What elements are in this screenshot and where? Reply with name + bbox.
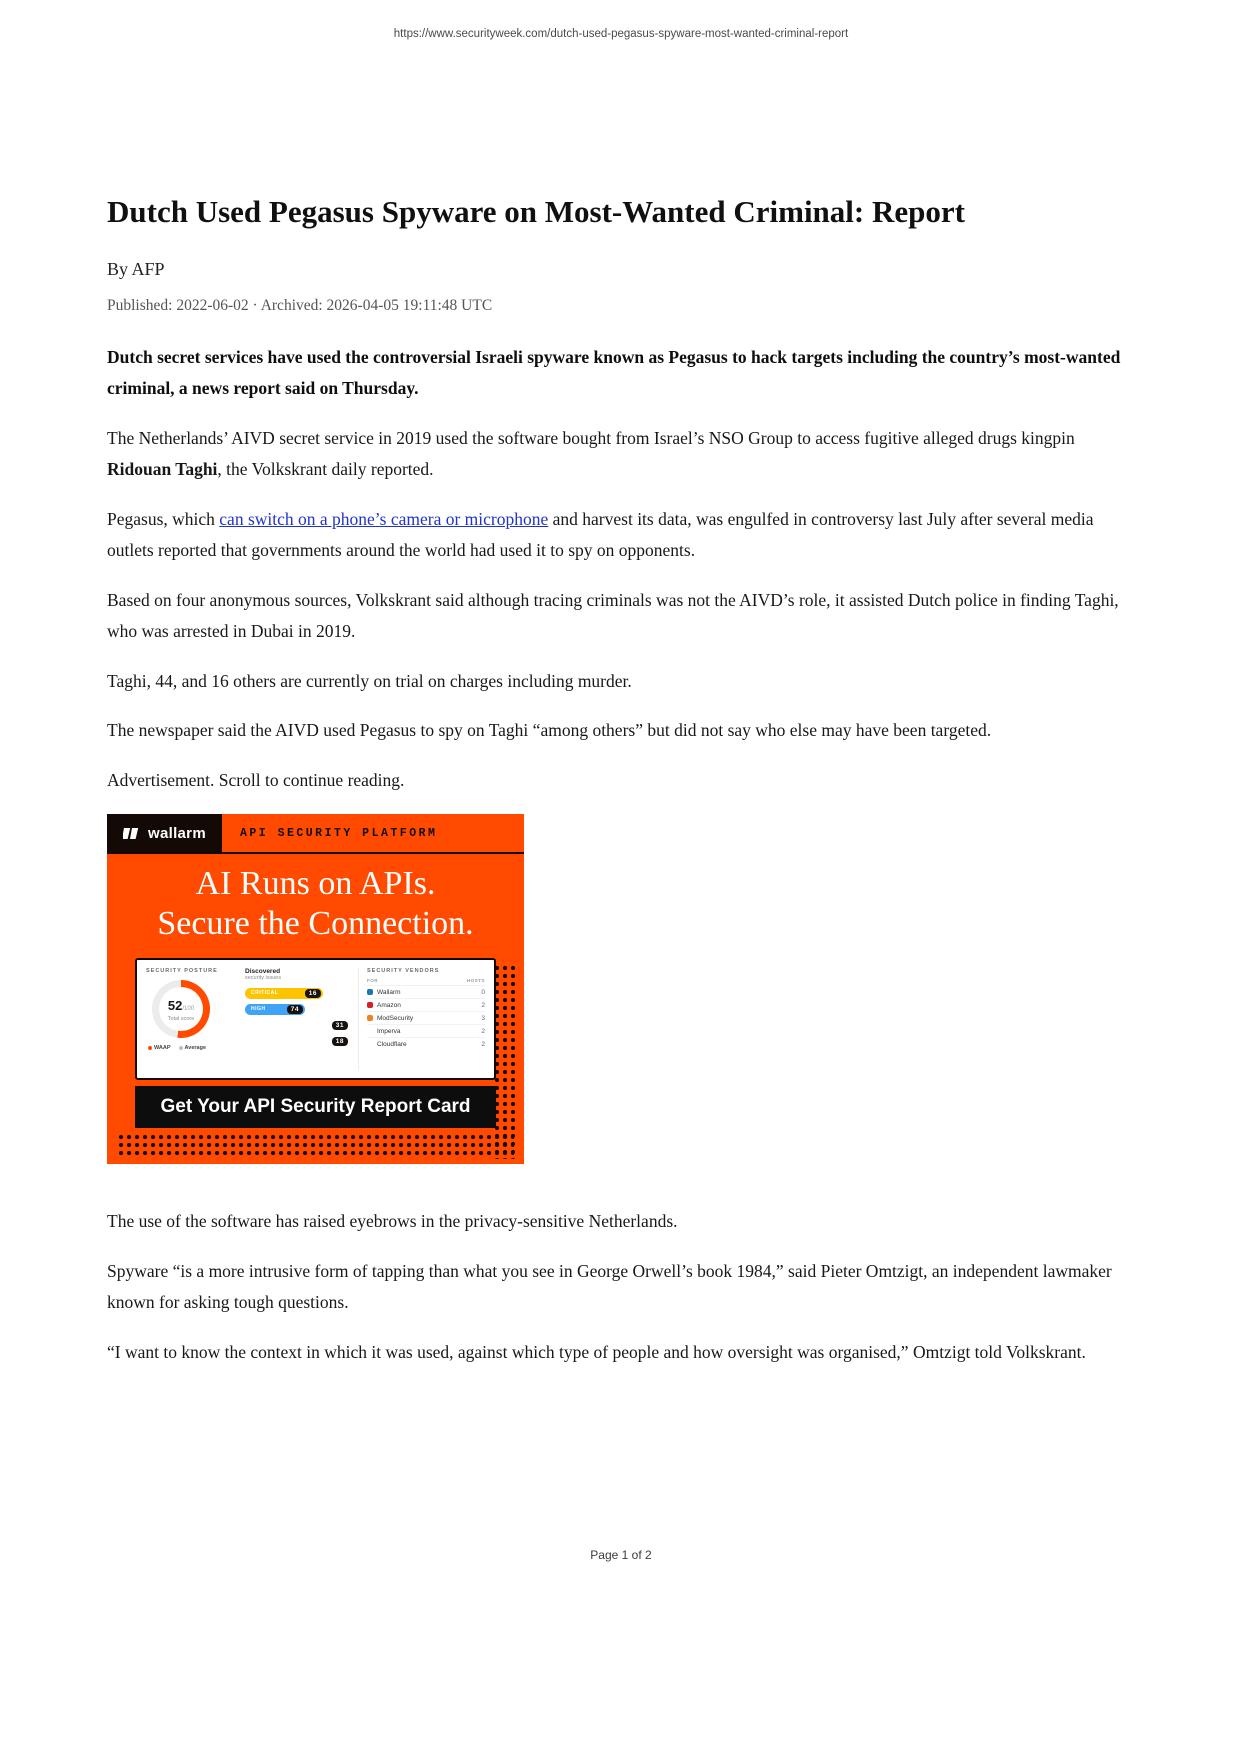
severity-row-high — [245, 1004, 350, 1015]
vendors-table-header: FOR HOSTS — [367, 978, 485, 984]
wallarm-flag-icon — [123, 827, 141, 840]
severity-bar — [245, 1036, 350, 1047]
vendor-hosts-count: 2 — [481, 1001, 485, 1009]
halftone-dots-bottom — [117, 1133, 514, 1159]
severity-row-low — [245, 1036, 350, 1047]
severity-row-medium — [245, 1020, 350, 1031]
ad-header — [107, 814, 524, 854]
severity-label: HIGH — [251, 1006, 266, 1013]
score-value: 52/100 — [167, 997, 195, 1013]
severity-label: MEDIUM — [251, 1022, 275, 1029]
severity-label: LOW — [251, 1038, 265, 1045]
legend-item-average: Average — [179, 1045, 207, 1051]
vendor-icon — [367, 989, 373, 995]
article-meta: Published: 2022-06-02 · Archived: 2026-04-05 19:11:48 UTC — [107, 296, 493, 314]
print-header-url: https://www.securityweek.com/dutch-used-pegasus-spyware-most-wanted-criminal-report — [393, 28, 849, 40]
vendor-icon — [367, 1041, 373, 1047]
ad-headline — [107, 864, 524, 944]
vendor-icon — [367, 1002, 373, 1008]
severity-bar — [245, 988, 323, 999]
article-byline: By AFP — [107, 258, 165, 279]
vendor-hosts-count: 2 — [481, 1040, 485, 1048]
vendor-hosts-count: 0 — [481, 988, 485, 996]
article-paragraph-8: “I want to know the context in which it was used, against which type of people and how oversight was organised,” Omtzigt told Volkskrant. — [107, 1341, 1086, 1362]
severity-count-badge: 18 — [332, 1037, 348, 1046]
article-paragraph-3: Based on four anonymous sources, Volkskrant said although tracing criminals was not the AIVD’s role, it assisted Dutch police in finding Taghi, who was arrested in Dubai in 2019. — [107, 589, 1119, 642]
paragraph-text: Pegasus, which — [107, 508, 220, 529]
paragraph-text: The Netherlands’ AIVD secret service in 2019 used the software bought from Israel’s NSO Group to access fugitive alleged drugs kingpin — [107, 427, 1075, 448]
vendor-row — [367, 998, 485, 1011]
vendor-icon — [367, 1028, 373, 1034]
severity-label: CRITICAL — [251, 990, 279, 997]
security-vendors-label: SECURITY VENDORS — [367, 968, 440, 975]
paragraph-text: and harvest its data, was engulfed in controversy last July after several media outlets reported that governments around the world had used it to spy on opponents. — [107, 508, 1094, 561]
issues-sublabel: security issues — [245, 975, 282, 982]
issues-label: Discovered — [245, 968, 281, 976]
vendor-row — [367, 1011, 485, 1024]
article-paragraph-1 — [107, 423, 1135, 486]
article-paragraph-5: The newspaper said the AIVD used Pegasus to spy on Taghi “among others” but did not say who else may have been targeted. — [107, 720, 992, 741]
severity-bar — [245, 1020, 350, 1031]
vendor-name: Amazon — [377, 1001, 401, 1009]
article-title: Dutch Used Pegasus Spyware on Most-Wanted Criminal: Report — [107, 194, 965, 229]
security-posture-label: SECURITY POSTURE — [146, 968, 218, 975]
advertisement-note: Advertisement. Scroll to continue reading. — [107, 769, 405, 790]
print-footer-page-number: Page 1 of 2 — [590, 1548, 652, 1562]
article-lead-paragraph: Dutch secret services have used the controversial Israeli spyware known as Pegasus to hack targets including the country’s most-wanted criminal, a news report said on Thursday. — [107, 346, 1121, 399]
vendor-name: Imperva — [377, 1027, 401, 1035]
gauge-legend — [148, 1045, 206, 1051]
ad-banner-wallarm[interactable] — [107, 814, 524, 1164]
severity-count-badge: 74 — [287, 1005, 303, 1014]
vendor-name: Cloudflare — [377, 1040, 407, 1048]
vendor-icon — [367, 1015, 373, 1021]
legend-dot-icon — [179, 1046, 183, 1050]
ad-headline-line-2: Secure the Connection. — [157, 905, 474, 943]
security-posture-panel — [146, 968, 241, 1070]
legend-dot-icon — [148, 1046, 152, 1050]
ad-cta-button[interactable]: Get Your API Security Report Card — [135, 1086, 496, 1128]
wallarm-brand-text: wallarm — [148, 824, 206, 842]
ad-dashboard-card — [135, 958, 496, 1080]
vendor-row — [367, 1037, 485, 1050]
article-paragraph-2 — [107, 504, 1135, 567]
severity-count-badge: 16 — [305, 989, 321, 998]
ad-tagline: API SECURITY PLATFORM — [239, 826, 438, 840]
severity-count-badge: 31 — [332, 1021, 348, 1030]
ad-headline-line-1: AI Runs on APIs. — [195, 865, 436, 903]
article-paragraph-7: Spyware “is a more intrusive form of tapping than what you see in George Orwell’s book 1984,” said Pieter Omtzigt, an independent lawmaker known for asking tough questions. — [107, 1260, 1112, 1313]
bold-person-name: Ridouan Taghi — [107, 459, 218, 480]
severity-bar — [245, 1004, 305, 1015]
total-score-gauge — [152, 980, 210, 1038]
vendor-name: Wallarm — [377, 988, 401, 996]
article-paragraph-6: The use of the software has raised eyebrows in the privacy-sensitive Netherlands. — [107, 1211, 678, 1232]
vendor-name: ModSecurity — [377, 1014, 414, 1022]
legend-item-waap: WAAP — [148, 1045, 171, 1051]
halftone-dots-right — [493, 964, 519, 1159]
vendor-hosts-count: 2 — [481, 1027, 485, 1035]
article-paragraph-4: Taghi, 44, and 16 others are currently on trial on charges including murder. — [107, 670, 632, 691]
security-vendors-panel — [358, 968, 485, 1070]
discovered-issues-panel — [241, 968, 358, 1070]
inline-link-camera-microphone[interactable]: can switch on a phone’s camera or microphone — [219, 508, 549, 529]
vendor-row — [367, 985, 485, 998]
paragraph-text: , the Volkskrant daily reported. — [217, 459, 434, 480]
gauge-center — [159, 987, 203, 1031]
score-caption: Total score — [167, 1015, 195, 1022]
vendor-row — [367, 1024, 485, 1037]
severity-row-critical — [245, 988, 350, 999]
wallarm-logo — [107, 814, 222, 852]
vendor-hosts-count: 3 — [481, 1014, 485, 1022]
